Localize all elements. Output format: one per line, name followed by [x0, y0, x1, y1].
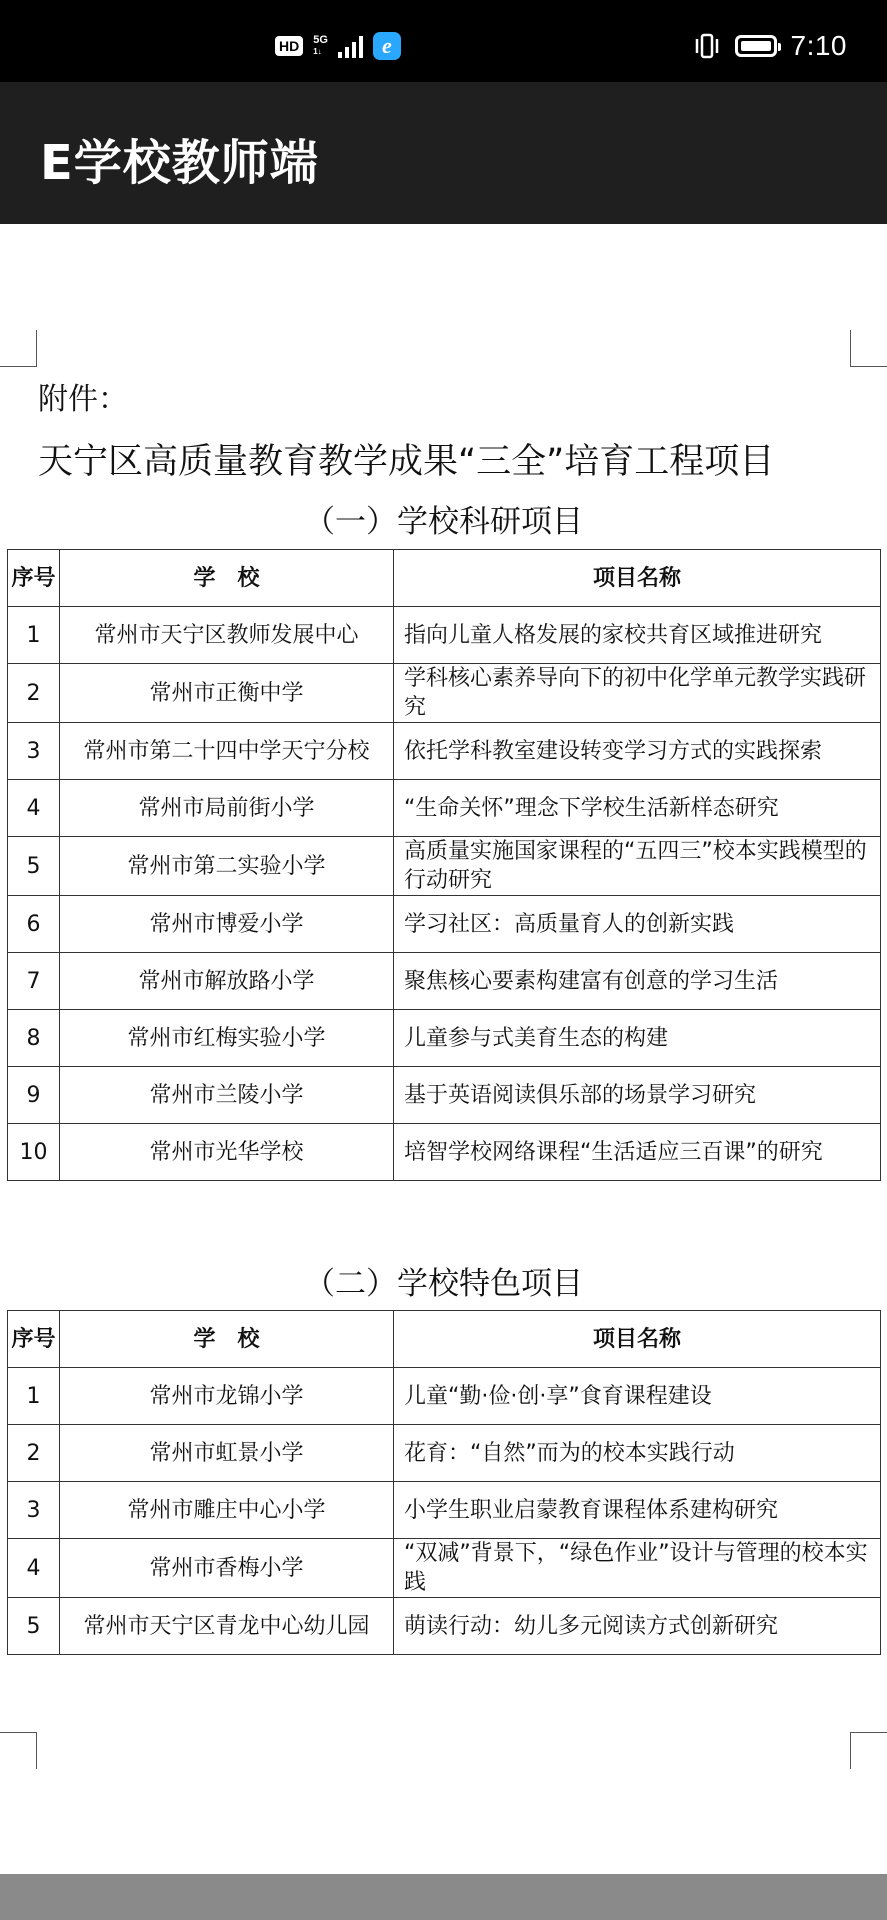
status-icons-center [275, 32, 401, 60]
project-name: 儿童“勤·俭·创·享”食育课程建设 [394, 1368, 881, 1425]
school-name: 常州市天宁区教师发展中心 [60, 607, 394, 664]
status-icons-right [693, 30, 848, 62]
table-header-row [8, 550, 881, 607]
school-name: 常州市兰陵小学 [60, 1067, 394, 1124]
column-header-project: 项目名称 [394, 1311, 881, 1368]
battery-icon [735, 35, 777, 57]
table-row [8, 1010, 881, 1067]
project-name: 萌读行动：幼儿多元阅读方式创新研究 [394, 1598, 881, 1655]
project-name: 花育：“自然”而为的校本实践行动 [394, 1425, 881, 1482]
feature-projects-table [7, 1310, 881, 1655]
project-name: 学习社区：高质量育人的创新实践 [394, 896, 881, 953]
school-name: 常州市天宁区青龙中心幼儿园 [60, 1598, 394, 1655]
row-number: 8 [8, 1010, 60, 1067]
row-number: 7 [8, 953, 60, 1010]
section-title: （一）学校科研项目 [304, 504, 583, 540]
table-row [8, 607, 881, 664]
school-name: 常州市龙锦小学 [60, 1368, 394, 1425]
column-header-num: 序号 [8, 550, 60, 607]
row-number: 5 [8, 837, 60, 896]
table-row [8, 837, 881, 896]
school-name: 常州市第二十四中学天宁分校 [60, 723, 394, 780]
row-number: 3 [8, 723, 60, 780]
page-corner-mark [850, 330, 887, 367]
column-header-school: 学 校 [60, 550, 394, 607]
row-number: 4 [8, 780, 60, 837]
school-name: 常州市光华学校 [60, 1124, 394, 1181]
row-number: 2 [8, 1425, 60, 1482]
bottom-bar [0, 1874, 887, 1920]
project-name: 儿童参与式美育生态的构建 [394, 1010, 881, 1067]
school-name: 常州市博爱小学 [60, 896, 394, 953]
document-view[interactable] [0, 224, 887, 1874]
column-header-project: 项目名称 [394, 550, 881, 607]
project-name: 指向儿童人格发展的家校共育区域推进研究 [394, 607, 881, 664]
row-number: 10 [8, 1124, 60, 1181]
page-corner-mark [0, 330, 37, 367]
table-row [8, 1482, 881, 1539]
project-name: “双减”背景下，“绿色作业”设计与管理的校本实践 [394, 1539, 881, 1598]
school-name: 常州市香梅小学 [60, 1539, 394, 1598]
table-row [8, 664, 881, 723]
table-row [8, 1539, 881, 1598]
research-projects-table [7, 549, 881, 1181]
project-name: 基于英语阅读俱乐部的场景学习研究 [394, 1067, 881, 1124]
table-row [8, 1425, 881, 1482]
column-header-school: 学 校 [60, 1311, 394, 1368]
row-number: 6 [8, 896, 60, 953]
row-number: 3 [8, 1482, 60, 1539]
table-row [8, 1124, 881, 1181]
row-number: 2 [8, 664, 60, 723]
table-row [8, 723, 881, 780]
project-name: “生命关怀”理念下学校生活新样态研究 [394, 780, 881, 837]
project-name: 培智学校网络课程“生活适应三百课”的研究 [394, 1124, 881, 1181]
clock: 7:10 [790, 30, 847, 61]
school-name: 常州市解放路小学 [60, 953, 394, 1010]
school-name: 常州市虹景小学 [60, 1425, 394, 1482]
row-number: 1 [8, 1368, 60, 1425]
document-title: 天宁区高质量教育教学成果“三全”培育工程项目 [38, 442, 775, 482]
table-row [8, 953, 881, 1010]
project-name: 小学生职业启蒙教育课程体系建构研究 [394, 1482, 881, 1539]
attachment-label: 附件： [38, 382, 128, 417]
section-title: （二）学校特色项目 [304, 1266, 583, 1302]
school-name: 常州市局前街小学 [60, 780, 394, 837]
table-header-row [8, 1311, 881, 1368]
table-row [8, 896, 881, 953]
school-name: 常州市红梅实验小学 [60, 1010, 394, 1067]
network-type-icon: 5G 1↓ [313, 34, 328, 56]
project-name: 高质量实施国家课程的“五四三”校本实践模型的行动研究 [394, 837, 881, 896]
table-row [8, 1067, 881, 1124]
browser-app-icon: e [373, 32, 401, 60]
table-row [8, 1368, 881, 1425]
school-name: 常州市第二实验小学 [60, 837, 394, 896]
project-name: 聚焦核心要素构建富有创意的学习生活 [394, 953, 881, 1010]
app-title: E学校教师端 [40, 135, 319, 191]
row-number: 4 [8, 1539, 60, 1598]
hd-voice-icon: HD [275, 36, 303, 56]
column-header-num: 序号 [8, 1311, 60, 1368]
signal-strength-icon [338, 34, 363, 58]
row-number: 5 [8, 1598, 60, 1655]
row-number: 1 [8, 607, 60, 664]
school-name: 常州市正衡中学 [60, 664, 394, 723]
page-corner-mark [0, 1732, 37, 1769]
school-name: 常州市雕庄中心小学 [60, 1482, 394, 1539]
page-corner-mark [850, 1732, 887, 1769]
row-number: 9 [8, 1067, 60, 1124]
project-name: 依托学科教室建设转变学习方式的实践探索 [394, 723, 881, 780]
vibrate-icon [693, 33, 721, 59]
status-bar [0, 0, 887, 82]
project-name: 学科核心素养导向下的初中化学单元教学实践研究 [394, 664, 881, 723]
table-row [8, 1598, 881, 1655]
app-header [0, 82, 887, 224]
table-row [8, 780, 881, 837]
